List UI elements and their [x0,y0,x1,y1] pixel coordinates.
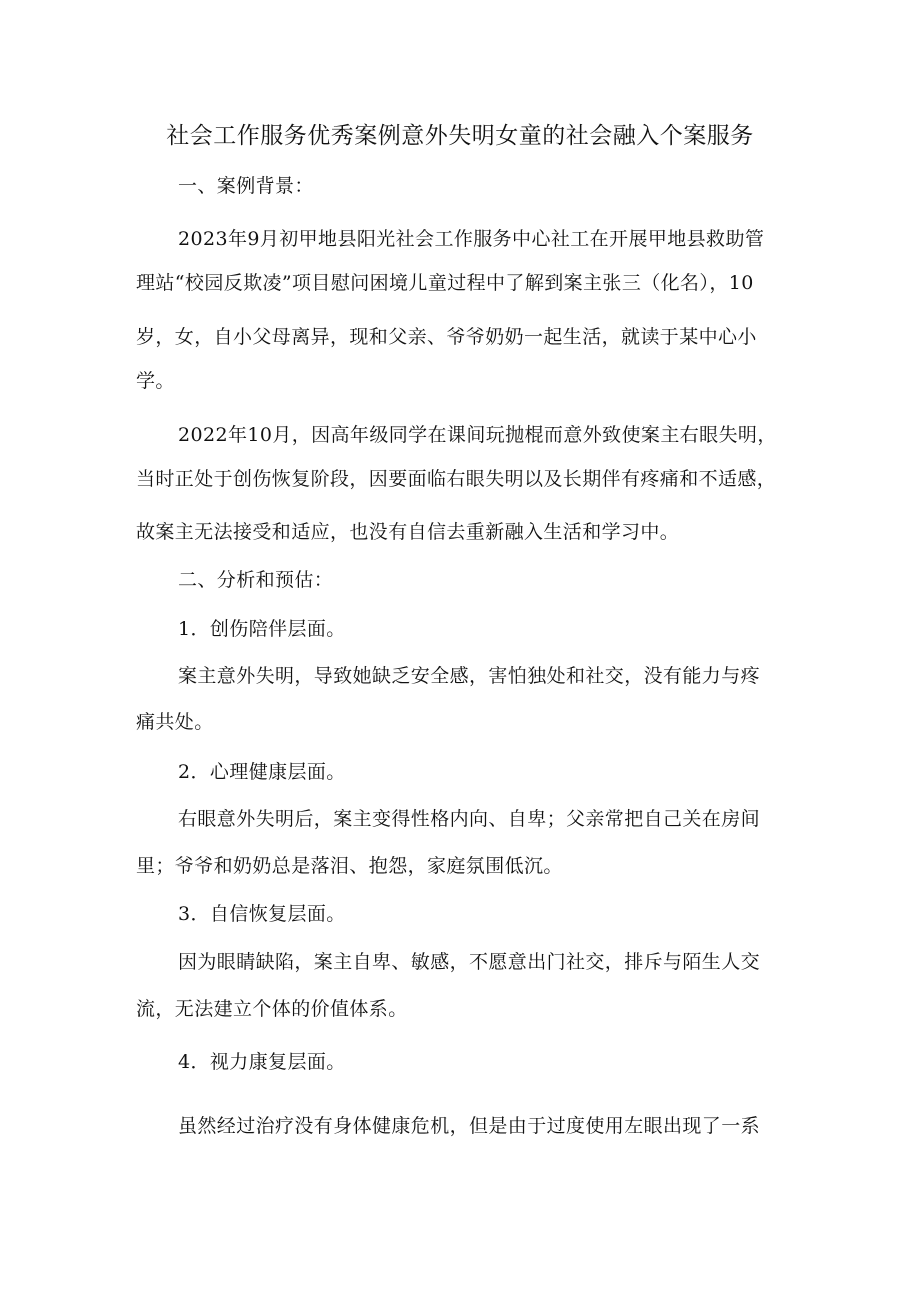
paragraph-line: 虽然经过治疗没有身体健康危机，但是由于过度使用左眼出现了一系 [178,1115,761,1137]
paragraph-line: 案主意外失明，导致她缺乏安全感，害怕独处和社交，没有能力与疼 [178,665,761,687]
paragraph-line: 岁，女，自小父母离异，现和父亲、爷爷奶奶一起生活，就读于某中心小 [136,326,757,348]
paragraph-line: 2023年9月初甲地县阳光社会工作服务中心社工在开展甲地县救助管 [178,228,765,250]
section-heading-background: 一、案例背景： [178,175,314,197]
paragraph-line: 因为眼睛缺陷，案主自卑、敏感，不愿意出门社交，排斥与陌生人交 [178,951,761,973]
subheading-vision: 4．视力康复层面。 [178,1051,346,1073]
subheading-trauma: 1．创伤陪伴层面。 [178,618,346,640]
section-heading-analysis: 二、分析和预估： [178,569,334,591]
subheading-mental-health: 2．心理健康层面。 [178,761,346,783]
paragraph-line: 流，无法建立个体的价值体系。 [136,998,408,1020]
paragraph-line: 痛共处。 [136,711,214,733]
paragraph-line: 2022年10月，因高年级同学在课间玩抛棍而意外致使案主右眼失明， [178,424,777,446]
paragraph-line: 学。 [136,370,175,392]
paragraph-line: 当时正处于创伤恢复阶段，因要面临右眼失明以及长期伴有疼痛和不适感， [136,468,777,490]
paragraph-line: 理站“校园反欺凌”项目慰问困境儿童过程中了解到案主张三（化名），10 [136,272,754,294]
document-title: 社会工作服务优秀案例意外失明女童的社会融入个案服务 [166,123,754,149]
paragraph-line: 里；爷爷和奶奶总是落泪、抱怨，家庭氛围低沉。 [136,855,563,877]
paragraph-line: 故案主无法接受和适应，也没有自信去重新融入生活和学习中。 [136,521,680,543]
paragraph-line: 右眼意外失明后，案主变得性格内向、自卑；父亲常把自己关在房间 [178,808,761,830]
subheading-confidence: 3．自信恢复层面。 [178,903,346,925]
